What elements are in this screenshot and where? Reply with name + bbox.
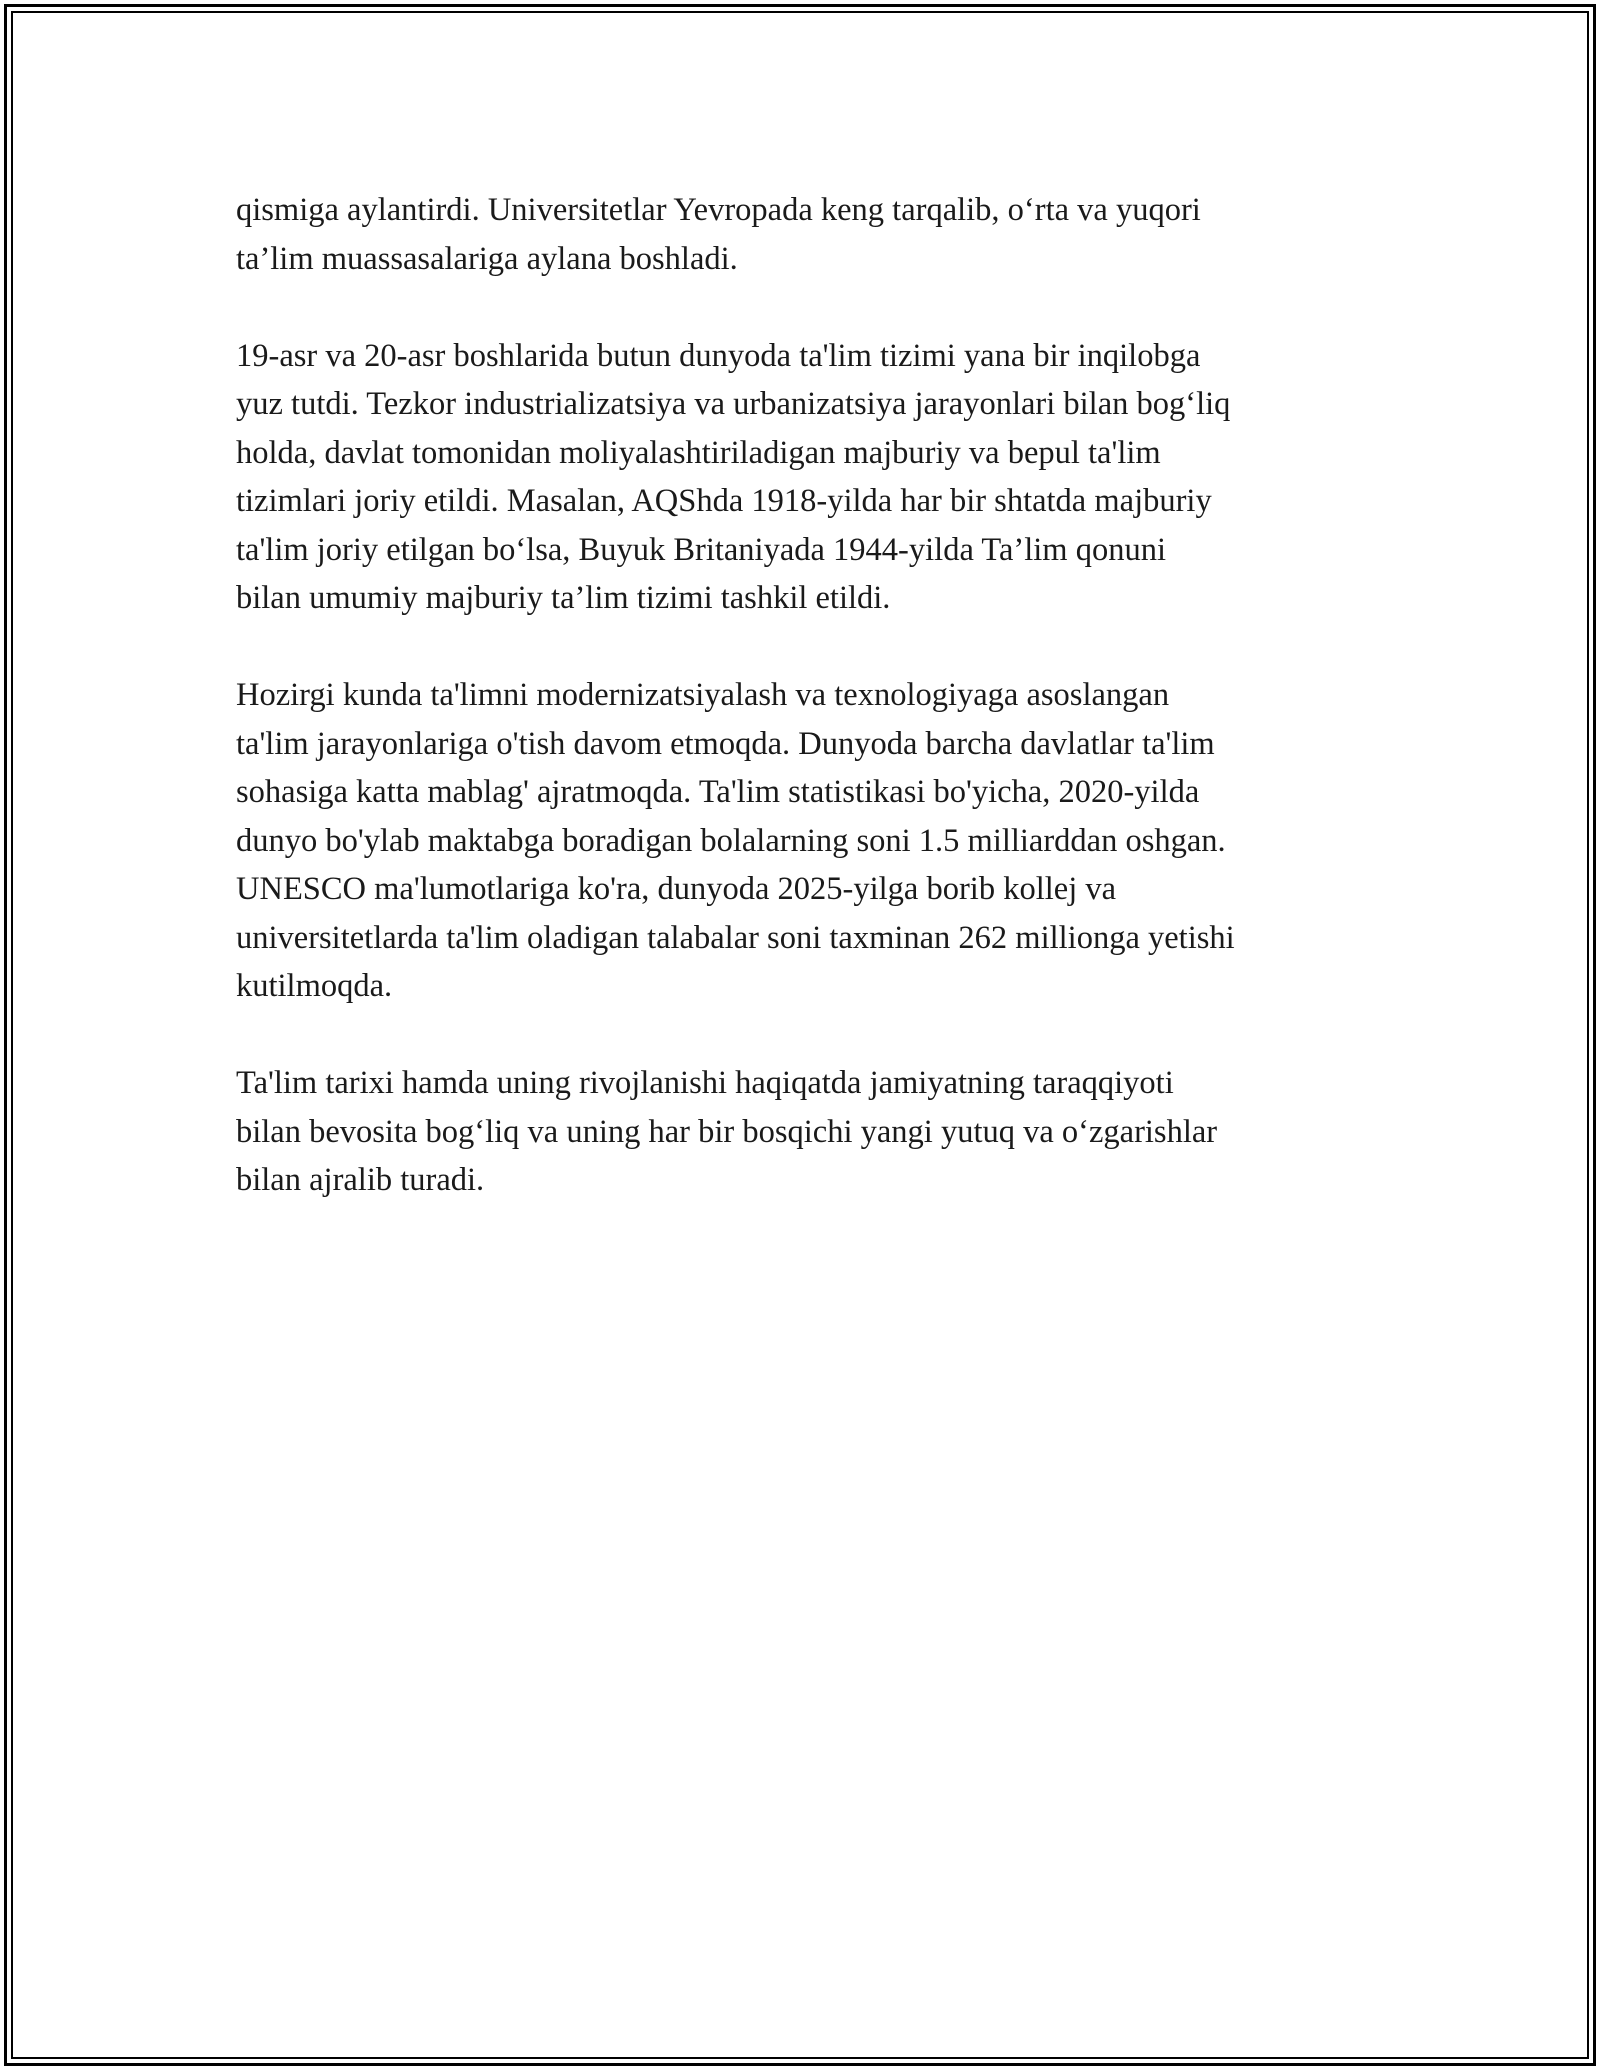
- paragraph-line: bilan ajralib turadi.: [236, 1162, 485, 1198]
- paragraph-4: [236, 1059, 1366, 1205]
- paragraph-line: sohasiga katta mablag' ajratmoqda. Ta'lim statistikasi bo'yicha, 2020-yilda: [236, 774, 1200, 810]
- paragraph-line: yuz tutdi. Tezkor industrializatsiya va urbanizatsiya jarayonlari bilan bog‘liq: [236, 386, 1231, 422]
- paragraph-line: 19-asr va 20-asr boshlarida butun dunyoda ta'lim tizimi yana bir inqilobga: [236, 337, 1201, 374]
- paragraph-line: ta'lim jarayonlariga o'tish davom etmoqda. Dunyoda barcha davlatlar ta'lim: [236, 725, 1215, 762]
- paragraph-1: [236, 186, 1366, 283]
- paragraph-3: [236, 671, 1366, 1011]
- paragraph-line: Ta'lim tarixi hamda uning rivojlanishi haqiqatda jamiyatning taraqqiyoti: [236, 1065, 1174, 1101]
- paragraph-line: ta'lim joriy etilgan bo‘lsa, Buyuk Britaniyada 1944-yilda Ta’lim qonuni: [236, 531, 1166, 568]
- paragraph-line: holda, davlat tomonidan moliyalashtiriladigan majburiy va bepul ta'lim: [236, 434, 1161, 471]
- paragraph-line: qismiga aylantirdi. Universitetlar Yevropada keng tarqalib, o‘rta va yuqori: [236, 192, 1201, 228]
- paragraph-line: UNESCO ma'lumotlariga ko'ra, dunyoda 2025-yilga borib kollej va: [236, 871, 1117, 907]
- paragraph-line: kutilmoqda.: [236, 968, 393, 1004]
- paragraph-line: tizimlari joriy etildi. Masalan, AQShda 1918-yilda har bir shtatda majburiy: [236, 483, 1212, 519]
- paragraph-line: bilan umumiy majburiy ta’lim tizimi tashkil etildi.: [236, 580, 891, 616]
- paragraph-line: ta’lim muassasalariga aylana boshladi.: [236, 240, 738, 277]
- paragraph-line: universitetlarda ta'lim oladigan talabalar soni taxminan 262 millionga yetishi: [236, 919, 1235, 956]
- document-body: [236, 186, 1366, 1253]
- paragraph-line: dunyo bo'ylab maktabga boradigan bolalarning soni 1.5 milliarddan oshgan.: [236, 822, 1226, 859]
- paragraph-line: bilan bevosita bog‘liq va uning har bir bosqichi yangi yutuq va o‘zgarishlar: [236, 1113, 1218, 1150]
- paragraph-2: [236, 332, 1366, 623]
- paragraph-line: Hozirgi kunda ta'limni modernizatsiyalash va texnologiyaga asoslangan: [236, 677, 1170, 713]
